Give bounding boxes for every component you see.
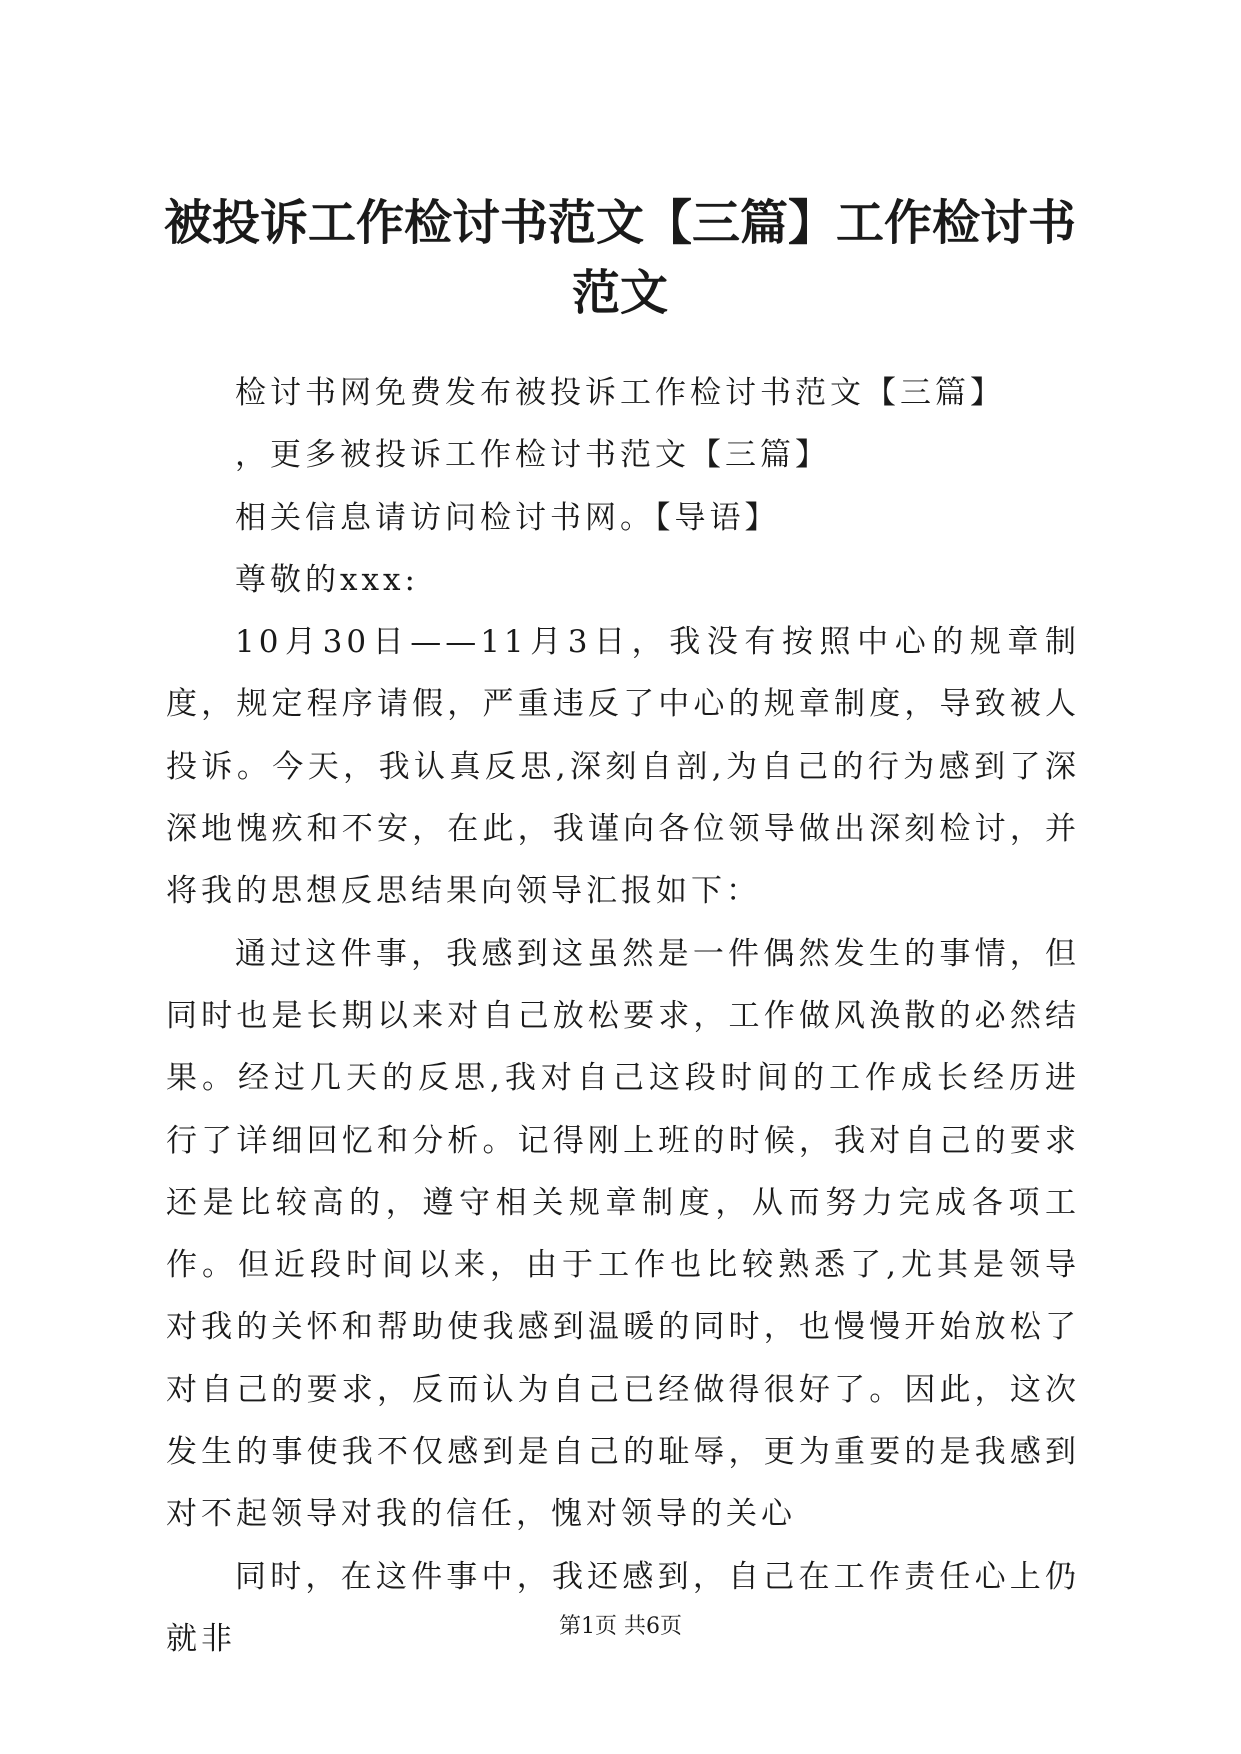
page-number-footer: 第1页 共6页 [559,1614,682,1639]
intro-line: ，更多被投诉工作检讨书范文【三篇】 [235,437,830,474]
document-title: 被投诉工作检讨书范文【三篇】工作检讨书范文 [163,195,1076,321]
body-paragraph: 同时，在这件事中，我还感到，自己在工作责任心上仍就非 [166,1558,1080,1657]
body-paragraph: 10月30日——11月3日，我没有按照中心的规章制度，规定程序请假，严重违反了中心的规章制度，导致被人投诉。今天，我认真反思,深刻自剖,为自己的行为感到了深深地愧疚和不安，在此，我谨向各位领导做出深刻检讨，并将我的思想反思结果向领导汇报如下： [166,624,1080,910]
intro-line: 相关信息请访问检讨书网。【导语】 [235,499,780,536]
body-paragraph: 通过这件事，我感到这虽然是一件偶然发生的事情，但同时也是长期以来对自己放松要求，工作做风涣散的必然结果。经过几天的反思,我对自己这段时间的工作成长经历进行了详细回忆和分析。记得刚上班的时候，我对自己的要求还是比较高的，遵守相关规章制度，从而努力完成各项工作。但近段时间以来，由于工作也比较熟悉了,尤其是领导对我的关怀和帮助使我感到温暖的同时，也慢慢开始放松了对自己的要求，反而认为自己已经做得很好了。因此，这次发生的事使我不仅感到是自己的耻辱，更为重要的是我感到对不起领导对我的信任，愧对领导的关心 [166,935,1080,1533]
document-body [166,362,1080,1670]
intro-line: 检讨书网免费发布被投诉工作检讨书范文【三篇】 [235,375,1005,411]
salutation: 尊敬的xxx: [235,561,419,598]
